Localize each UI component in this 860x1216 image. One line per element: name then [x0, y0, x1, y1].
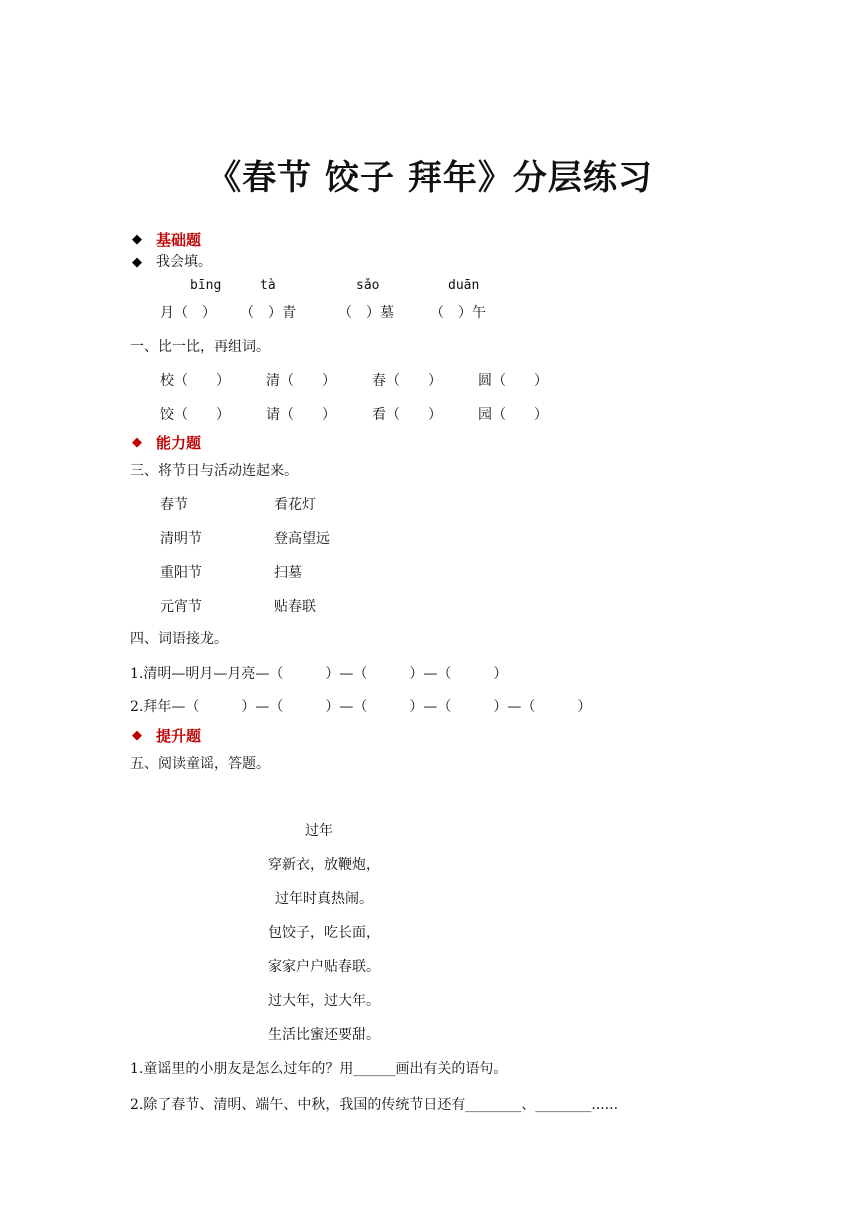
question-label: 三、将节日与活动连起来。 — [130, 463, 298, 479]
word-chain-line: 1.清明—明月—月亮—（ ）—（ ）—（ ） — [130, 666, 508, 682]
compare-item: 圆（ ） — [478, 373, 548, 389]
fill-item: （ ）午 — [430, 305, 486, 321]
festival-item: 清明节 — [160, 531, 202, 547]
activity-item: 登高望远 — [274, 531, 330, 547]
festival-item: 元宵节 — [160, 599, 202, 615]
compare-item: 看（ ） — [372, 407, 442, 423]
poem-line: 生活比蜜还要甜。 — [268, 1027, 380, 1043]
diamond-bullet-icon: ◆ — [132, 728, 142, 743]
fill-item: （ ）墓 — [338, 305, 394, 321]
fill-item: 月（ ） — [160, 305, 216, 321]
question-label: 五、阅读童谣，答题。 — [130, 756, 270, 772]
reading-question: 2.除了春节、清明、端午、中秋，我国的传统节日还有________、________...... — [130, 1097, 619, 1113]
diamond-bullet-icon: ◆ — [132, 232, 142, 247]
section-heading-basic: 基础题 — [156, 231, 202, 249]
compare-item: 园（ ） — [478, 407, 548, 423]
poem-title: 过年 — [305, 823, 333, 839]
poem-line: 包饺子，吃长面， — [268, 925, 380, 941]
question-fill-label: 我会填。 — [156, 254, 212, 270]
pinyin-label: tà — [260, 278, 276, 293]
section-heading-ability: 能力题 — [156, 434, 202, 452]
festival-item: 春节 — [160, 497, 188, 513]
pinyin-label: sǎo — [356, 278, 380, 293]
fill-item: （ ）青 — [240, 305, 296, 321]
page-title: 《春节 饺子 拜年》分层练习 — [207, 158, 653, 198]
reading-question: 1.童谣里的小朋友是怎么过年的？用______画出有关的语句。 — [130, 1061, 508, 1077]
activity-item: 看花灯 — [274, 497, 316, 513]
compare-item: 请（ ） — [266, 407, 336, 423]
poem-line: 过年时真热闹。 — [275, 891, 373, 907]
festival-item: 重阳节 — [160, 565, 202, 581]
pinyin-label: duān — [448, 278, 480, 293]
question-label: 一、比一比，再组词。 — [130, 339, 270, 355]
poem-line: 过大年，过大年。 — [268, 993, 380, 1009]
compare-item: 校（ ） — [160, 373, 230, 389]
diamond-bullet-icon: ◆ — [132, 255, 142, 270]
word-chain-line: 2.拜年—（ ）—（ ）—（ ）—（ ）—（ ） — [130, 699, 592, 715]
compare-item: 饺（ ） — [160, 407, 230, 423]
pinyin-label: bīng — [190, 278, 222, 293]
activity-item: 贴春联 — [274, 599, 316, 615]
section-heading-advanced: 提升题 — [156, 727, 202, 745]
poem-line: 穿新衣，放鞭炮， — [268, 857, 380, 873]
diamond-bullet-icon: ◆ — [132, 435, 142, 450]
compare-item: 清（ ） — [266, 373, 336, 389]
compare-item: 春（ ） — [372, 373, 442, 389]
question-label: 四、词语接龙。 — [130, 631, 228, 647]
activity-item: 扫墓 — [274, 565, 302, 581]
poem-line: 家家户户贴春联。 — [268, 959, 380, 975]
